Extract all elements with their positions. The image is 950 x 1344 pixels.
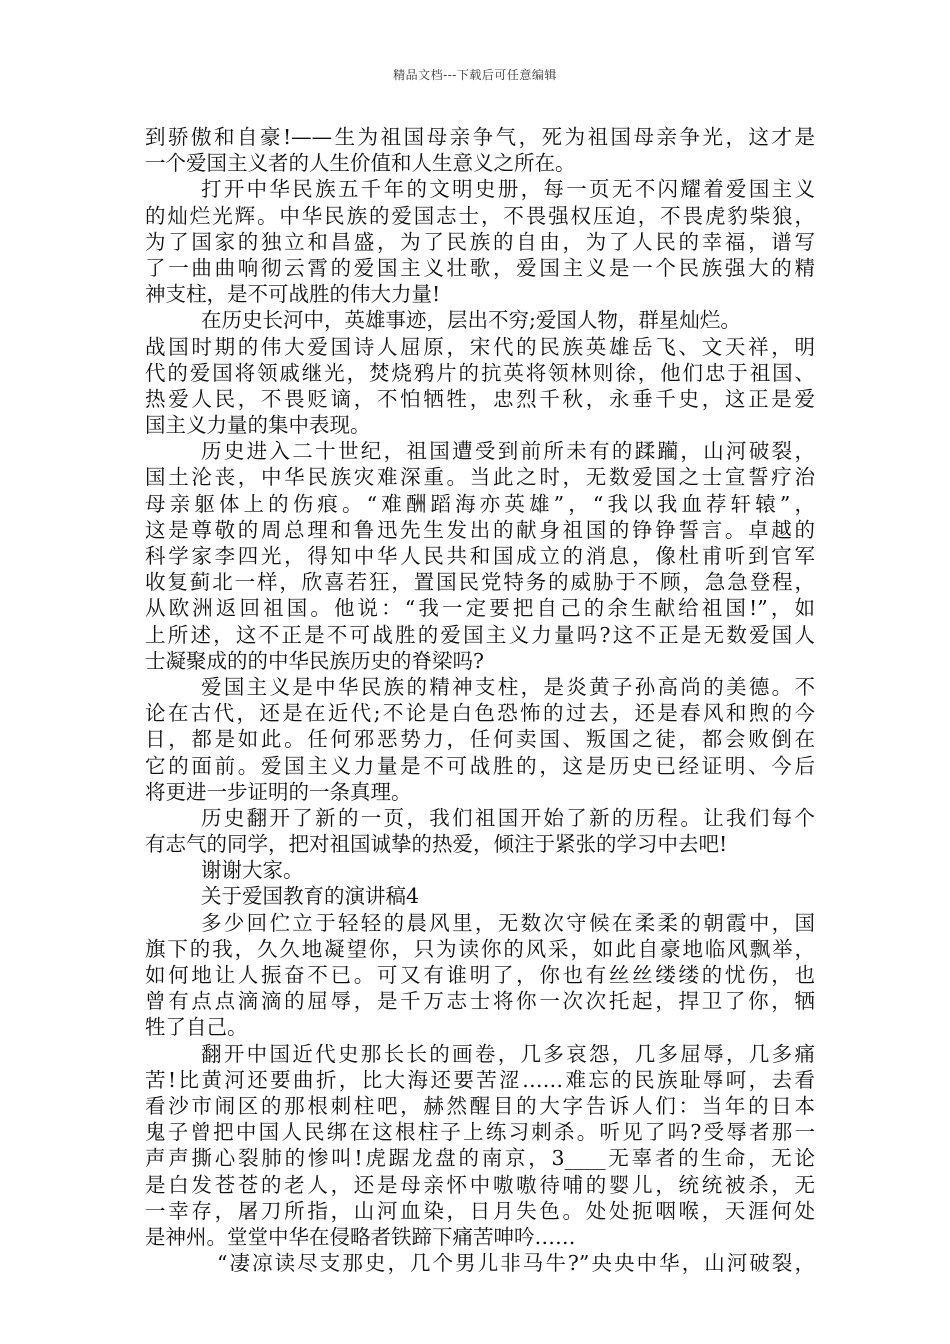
body-line: 士凝聚成的的中华民族历史的脊梁吗? [145,648,484,673]
body-line: 论在古代，还是在近代;不论是白色恐怖的过去，还是春风和煦的今 [145,701,815,726]
body-line: 热爱人民，不畏贬谪，不怕牺牲，忠烈千秋，永垂千史，这正是爱 [145,386,815,411]
body-line: 翻开中国近代史那长长的画卷，几多哀怨，几多屈辱，几多痛 [201,1041,815,1066]
body-line: 母亲躯体上的伤痕。“难酬蹈海亦英雄”，“我以我血荐轩辕”， [145,491,815,516]
body-line: 到骄傲和自豪!——生为祖国母亲争气，死为祖国母亲争光，这才是 [145,125,815,149]
body-line: 是神州。堂堂中华在侵略者铁蹄下痛苦呻吟…… [145,1224,576,1249]
body-line: 多少回伫立于轻轻的晨风里，无数次守候在柔柔的朝霞中，国 [201,910,815,935]
body-line: 旗下的我，久久地凝望你，只为读你的风采，如此自豪地临风飘举， [145,936,815,961]
section-heading: 关于爱国教育的演讲稿4 [201,884,420,909]
body-line: 苦!比黄河还要曲折，比大海还要苦涩……难忘的民族耻辱呵，去看 [145,1067,815,1092]
body-line: 战国时期的伟大爱国诗人屈原，宋代的民族英雄岳飞、文天祥，明 [145,334,815,359]
body-line: 收复蓟北一样，欣喜若狂，置国民党特务的威胁于不顾，急急登程， [145,570,815,595]
body-line: 历史翻开了新的一页，我们祖国开始了新的历程。让我们每个 [201,805,815,830]
body-line: 声声撕心裂肺的惨叫!虎踞龙盘的南京，3____无辜者的生命，无论 [145,1146,815,1171]
body-line: 上所述，这不正是不可战胜的爱国主义力量吗?这不正是无数爱国人 [145,622,815,647]
body-line: 科学家李四光，得知中华人民共和国成立的消息，像杜甫听到官军 [145,544,815,568]
body-line: 是白发苍苍的老人，还是母亲怀中嗷嗷待哺的婴儿，统统被杀，无 [145,1172,815,1197]
body-line: 一幸存，屠刀所指，山河血染，日月失色。处处扼咽喉，天涯何处 [145,1198,815,1223]
body-line: 谢谢大家。 [201,858,304,883]
body-line: 代的爱国将领戚继光，焚烧鸦片的抗英将领林则徐，他们忠于祖国、 [145,360,815,385]
body-line: 鬼子曾把中国人民绑在这根柱子上练习刺杀。听见了吗?受辱者那一 [145,1120,815,1145]
body-line: 这是尊敬的周总理和鲁迅先生发出的献身祖国的铮铮誓言。卓越的 [145,517,815,542]
body-line: 从欧洲返回祖国。他说：“我一定要把自己的余生献给祖国!”，如 [145,596,815,621]
body-line: 国主义力量的集中表现。 [145,413,371,438]
body-line: 有志气的同学，把对祖国诚挚的热爱，倾注于紧张的学习中去吧! [145,832,728,857]
body-line: 牲了自己。 [145,1015,248,1040]
page-header: 精品文档---下载后可任意编辑 [393,68,557,82]
body-line: 在历史长河中，英雄事迹，层出不穷;爱国人物，群星灿烂。 [201,308,741,333]
body-line: 将更进一步证明的一条真理。 [145,779,412,804]
body-line: 的灿烂光辉。中华民族的爱国志士，不畏强权压迫，不畏虎豹柴狼， [145,203,815,228]
body-line: 历史进入二十世纪，祖国遭受到前所未有的蹂躏，山河破裂， [201,439,815,464]
body-line: 一个爱国主义者的人生价值和人生意义之所在。 [145,151,576,176]
body-line: 打开中华民族五千年的文明史册，每一页无不闪耀着爱国主义 [201,177,815,202]
body-line: 国土沦丧，中华民族灾难深重。当此之时，无数爱国之士宣誓疗治 [145,465,815,490]
body-line: 为了国家的独立和昌盛，为了民族的自由，为了人民的幸福，谱写 [145,229,815,254]
body-line: 曾有点点滴滴的屈辱，是千万志士将你一次次托起，捍卫了你，牺 [145,989,815,1014]
body-line: 看沙市闹区的那根刺柱吧，赫然醒目的大字告诉人们：当年的日本 [145,1093,815,1118]
body-line: “凄凉读尽支那史，几个男儿非马牛?”央央中华，山河破裂， [217,1251,815,1276]
body-line: 了一曲曲响彻云霄的爱国主义壮歌，爱国主义是一个民族强大的精 [145,255,815,280]
document-body [145,124,815,1276]
body-line: 日，都是如此。任何邪恶势力，任何卖国、叛国之徒，都会败倒在 [145,727,815,752]
body-line: 神支柱，是不可战胜的伟大力量! [145,282,441,307]
body-line: 爱国主义是中华民族的精神支柱，是炎黄子孙高尚的美德。不 [201,674,815,699]
body-line: 它的面前。爱国主义力量是不可战胜的，这是历史已经证明、今后 [145,753,815,778]
body-line: 如何地让人振奋不已。可又有谁明了，你也有丝丝缕缕的忧伤，也 [145,963,815,987]
